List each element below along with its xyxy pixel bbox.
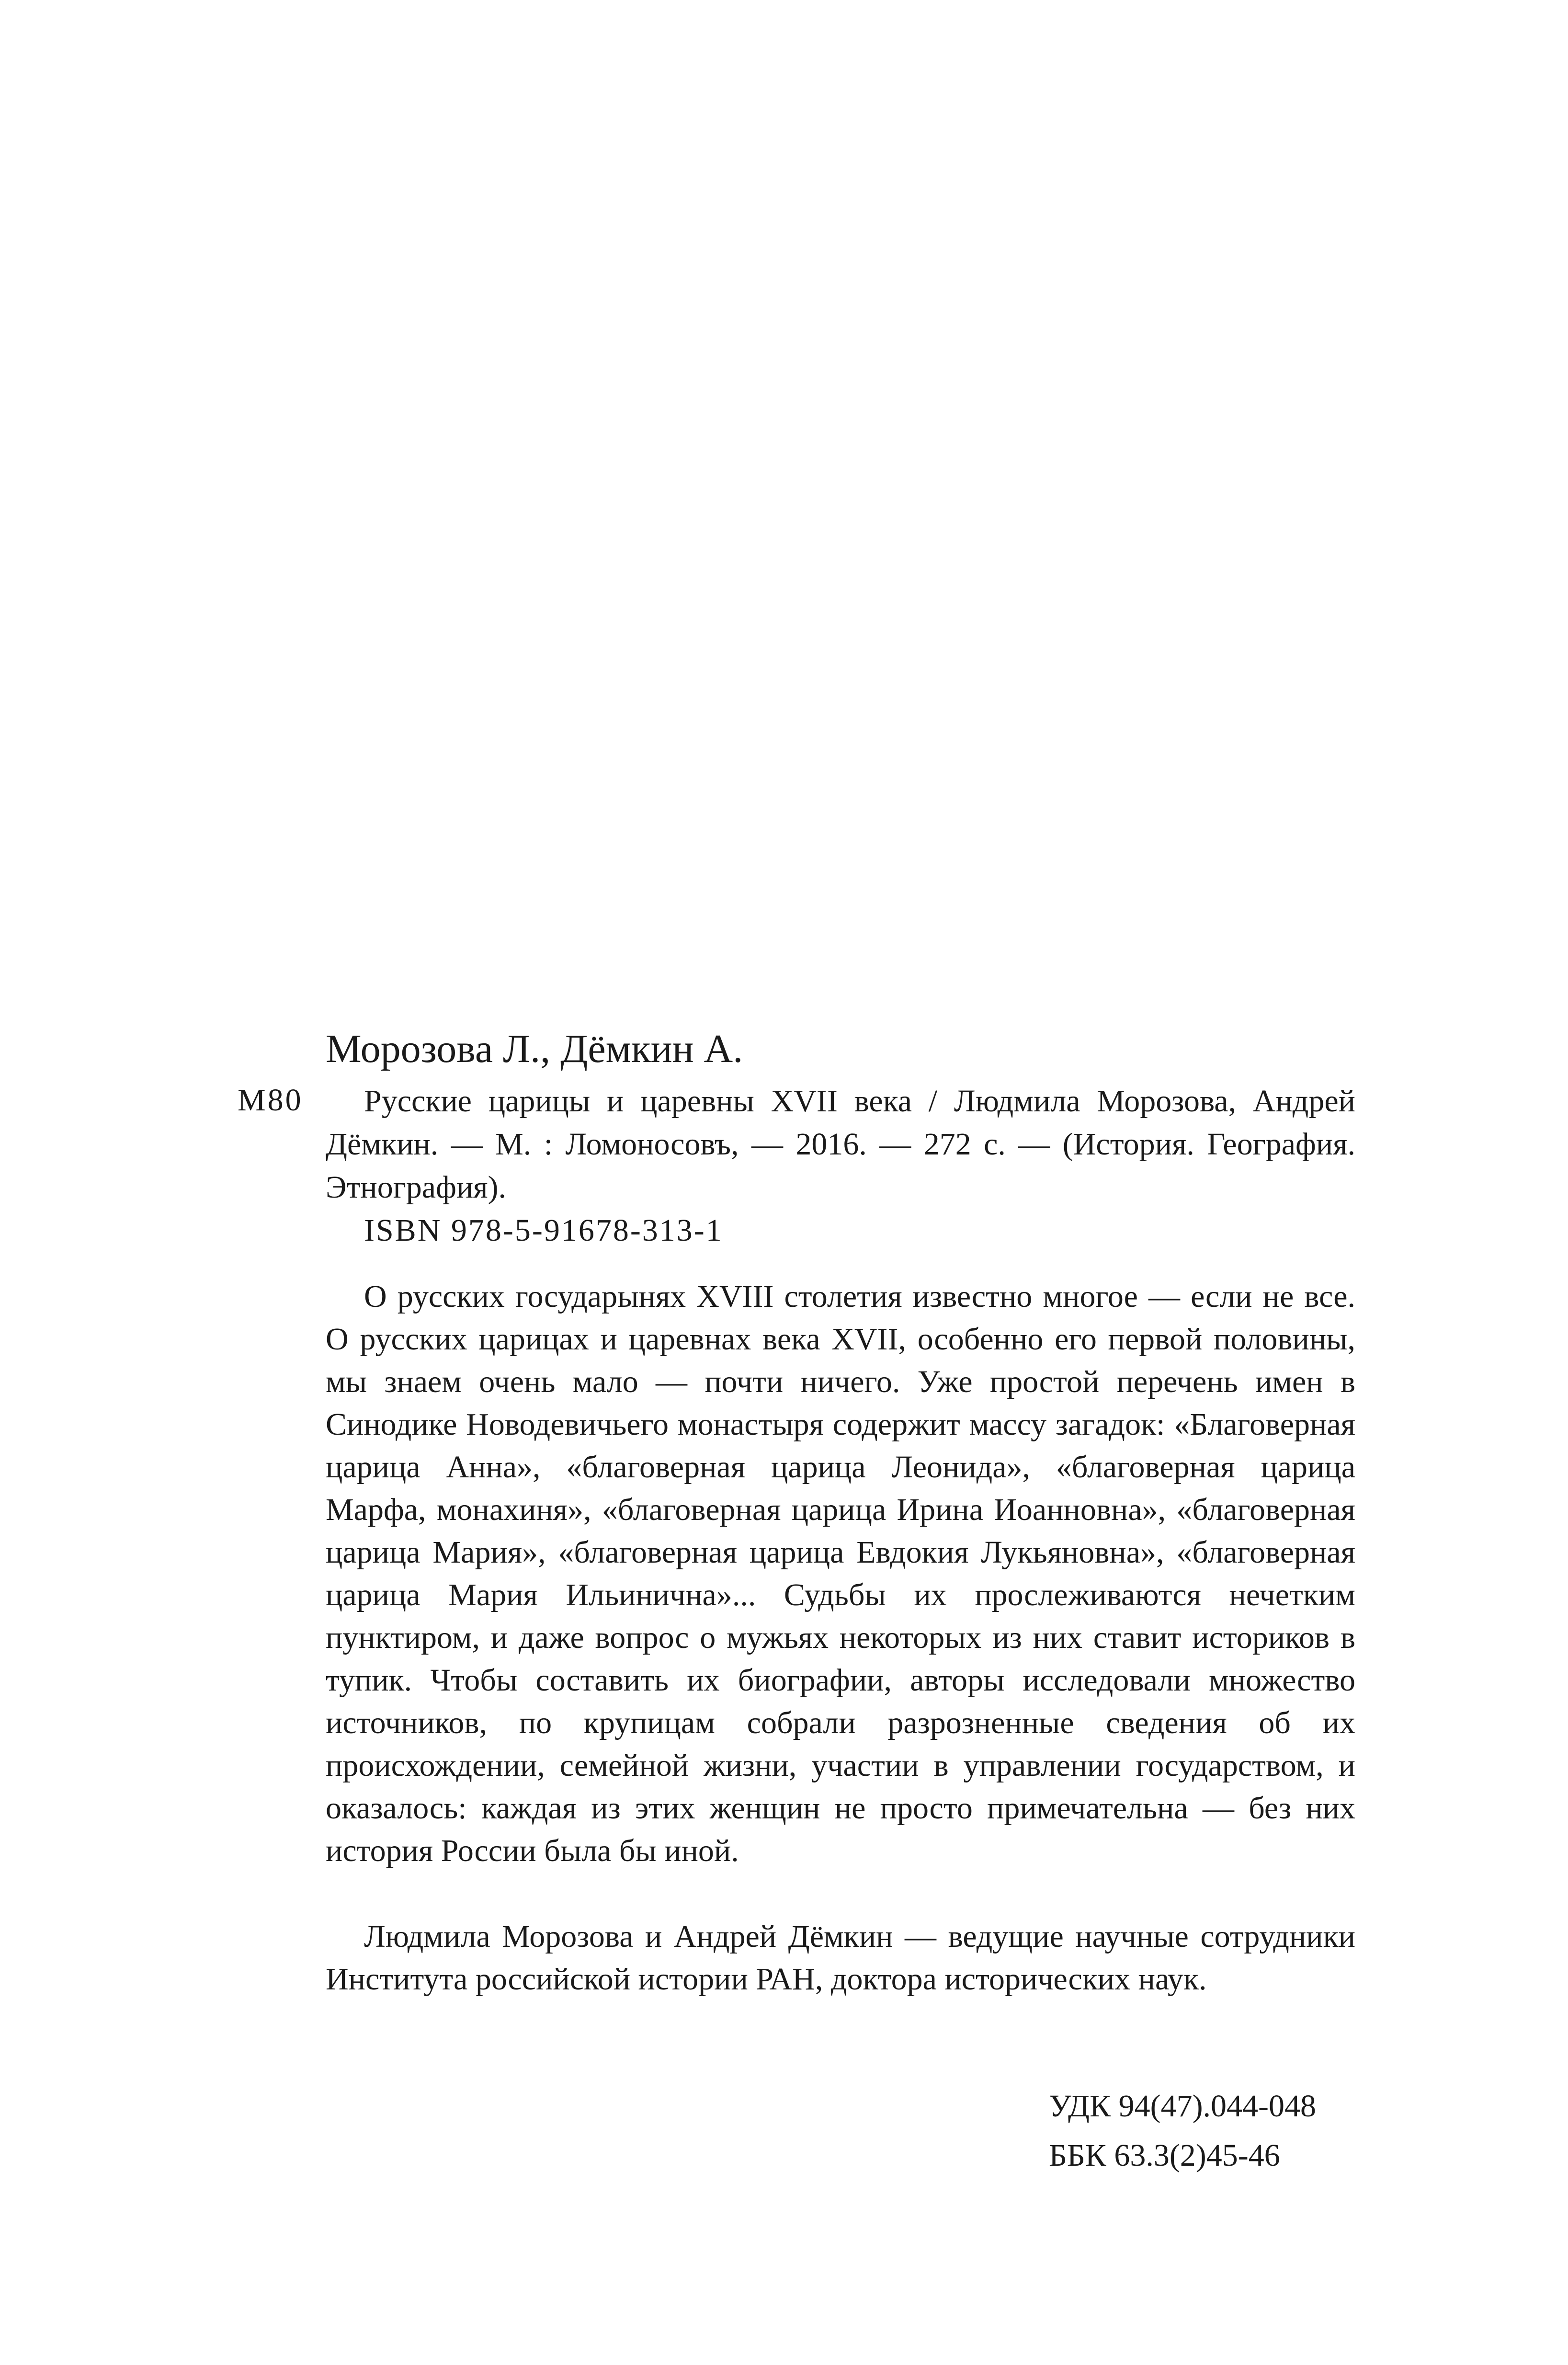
bibliographic-entry: Русские царицы и царевны XVII века / Людмила Морозова, Андрей Дёмкин. — М. : Ломоносовъ, — 2016. — 272 с. — (История. География. Этнография). <box>326 1084 1355 1205</box>
annotation-paragraph: О русских государынях XVIII столетия известно многое — если не все. О русских царицах и царевнах века XVII, особенно его первой половины, мы знаем очень мало — почти ничего. Уже простой перечень имен в Синодике Новодевичьего монастыря содержит массу загадок: «Благоверная царица Анна», «благоверная царица Леонида», «благоверная царица Марфа, монахиня», «благоверная царица Ирина Иоанновна», «благоверная царица Мария», «благоверная царица Евдокия Лукьяновна», «благоверная царица Мария Ильинична»... Судьбы их прослеживаются нечетким пунктиром, и даже вопрос о мужьях некоторых из них ставит историков в тупик. Чтобы составить их биографии, авторы исследовали множество источников, по крупицам собрали разрозненные сведения об их происхождении, семейной жизни, участии в управлении государством, и оказалось: каждая из этих женщин не просто примечательна — без них история России была бы иной. <box>326 1279 1355 1868</box>
udk-code: УДК 94(47).044-048 <box>1049 2089 1317 2124</box>
catalog-card <box>326 1025 1355 2000</box>
isbn-line: ISBN 978-5-91678-313-1 <box>364 1213 723 1248</box>
authors-heading: Морозова Л., Дёмкин А. <box>326 1027 743 1071</box>
bbk-code: ББК 63.3(2)45-46 <box>1049 2138 1280 2173</box>
author-mark-code: М80 <box>238 1083 303 1118</box>
classification-codes <box>1049 2081 1316 2180</box>
about-authors-paragraph: Людмила Морозова и Андрей Дёмкин — ведущие научные сотрудники Института российской истории РАН, доктора исторических наук. <box>326 1919 1355 1997</box>
